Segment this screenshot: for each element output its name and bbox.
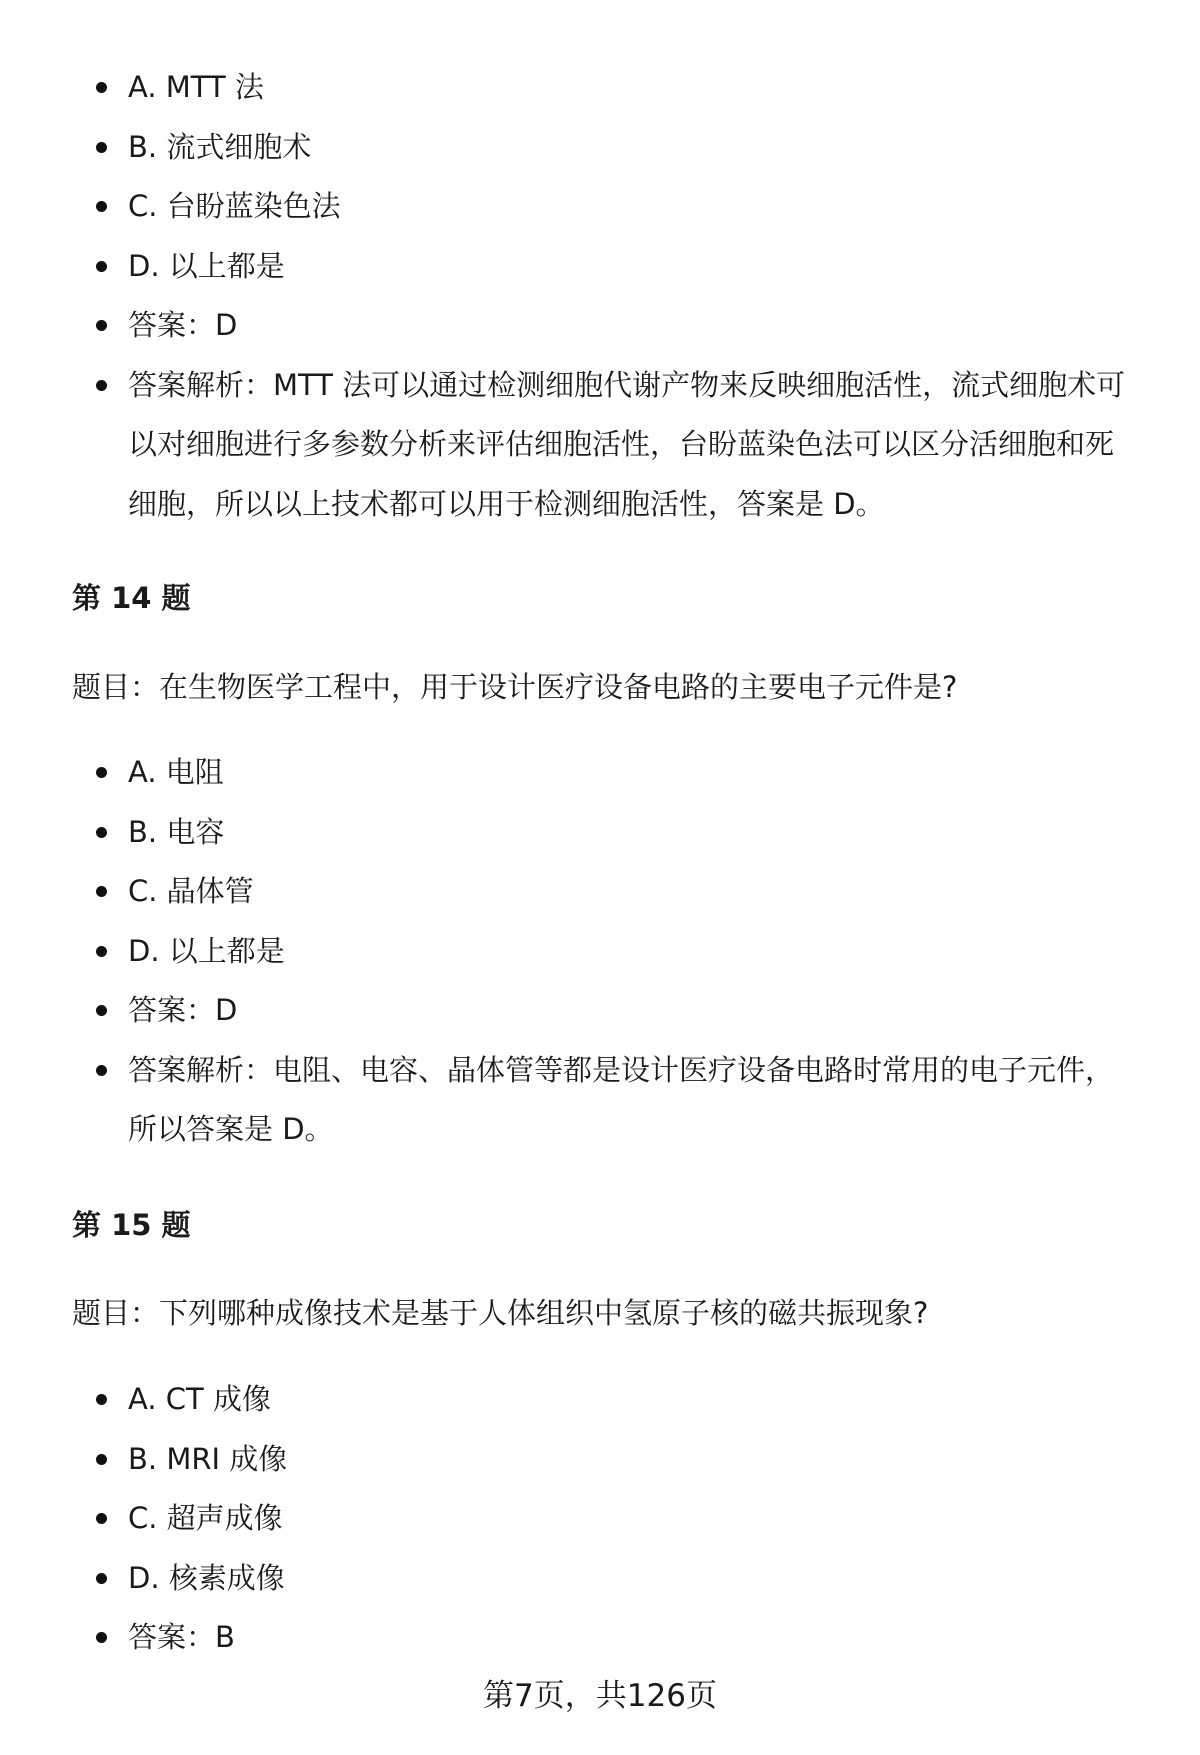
list-item [0,356,1200,535]
option-text: A. MTT 法 [128,70,264,104]
option-text: B. 电容 [128,814,225,849]
question-text: 题目：下列哪种成像技术是基于人体组织中氢原子核的磁共振现象? [72,1296,929,1330]
bullet-icon [96,946,107,957]
option-text: D. 以上都是 [128,933,285,968]
list-item [0,862,1200,922]
list-item [0,922,1200,982]
answer-text: 答案：D [128,993,238,1027]
question-text: 题目：在生物医学工程中，用于设计医疗设备电路的主要电子元件是? [72,670,958,704]
question-heading: 第 15 题 [72,1208,191,1242]
list-item [0,237,1200,297]
bullet-icon [96,380,107,391]
bullet-icon [96,1513,107,1524]
question-heading: 第 14 题 [72,581,191,615]
q15-options [0,1370,1200,1668]
bullet-icon [96,1394,107,1405]
prev-question-options [0,58,1200,534]
bullet-icon [96,767,107,778]
bullet-icon [96,1065,107,1076]
bullet-icon [96,142,107,153]
bullet-icon [96,261,107,272]
bullet-icon [96,320,107,331]
bullet-icon [96,1632,107,1643]
bullet-icon [96,82,107,93]
explanation-line: 答案解析：电阻、电容、晶体管等都是设计医疗设备电路时常用的电子元件， [128,1052,1115,1087]
explanation-line: 答案解析：MTT 法可以通过检测细胞代谢产物来反映细胞活性，流式细胞术可 [128,367,1126,402]
option-text: B. MRI 成像 [128,1441,288,1476]
bullet-icon [96,827,107,838]
list-item [0,177,1200,237]
page-footer: 第7页，共126页 [483,1678,717,1714]
list-item [0,1489,1200,1549]
bullet-icon [96,886,107,897]
list-item [0,1608,1200,1668]
list-item [0,743,1200,803]
explanation-line: 细胞，所以以上技术都可以用于检测细胞活性，答案是 D。 [128,486,885,521]
option-text: D. 核素成像 [128,1560,285,1595]
list-item [0,58,1200,118]
list-item [0,1549,1200,1609]
explanation-line: 所以答案是 D。 [128,1112,334,1146]
q14-options [0,743,1200,1160]
option-text: C. 晶体管 [128,874,254,908]
option-text: D. 以上都是 [128,248,285,283]
list-item [0,296,1200,356]
list-item [0,118,1200,178]
list-item [0,981,1200,1041]
answer-text: 答案：D [128,308,238,342]
option-text: C. 台盼蓝染色法 [128,189,341,223]
bullet-icon [96,1454,107,1465]
list-item [0,1041,1200,1160]
answer-text: 答案：B [128,1620,235,1654]
list-item [0,803,1200,863]
bullet-icon [96,1573,107,1584]
bullet-icon [96,1005,107,1016]
option-text: A. 电阻 [128,755,224,789]
list-item [0,1370,1200,1430]
list-item [0,1430,1200,1490]
option-text: B. 流式细胞术 [128,129,312,164]
bullet-icon [96,201,107,212]
option-text: C. 超声成像 [128,1501,283,1535]
explanation-line: 以对细胞进行多参数分析来评估细胞活性，台盼蓝染色法可以区分活细胞和死 [128,427,1115,461]
option-text: A. CT 成像 [128,1382,271,1416]
